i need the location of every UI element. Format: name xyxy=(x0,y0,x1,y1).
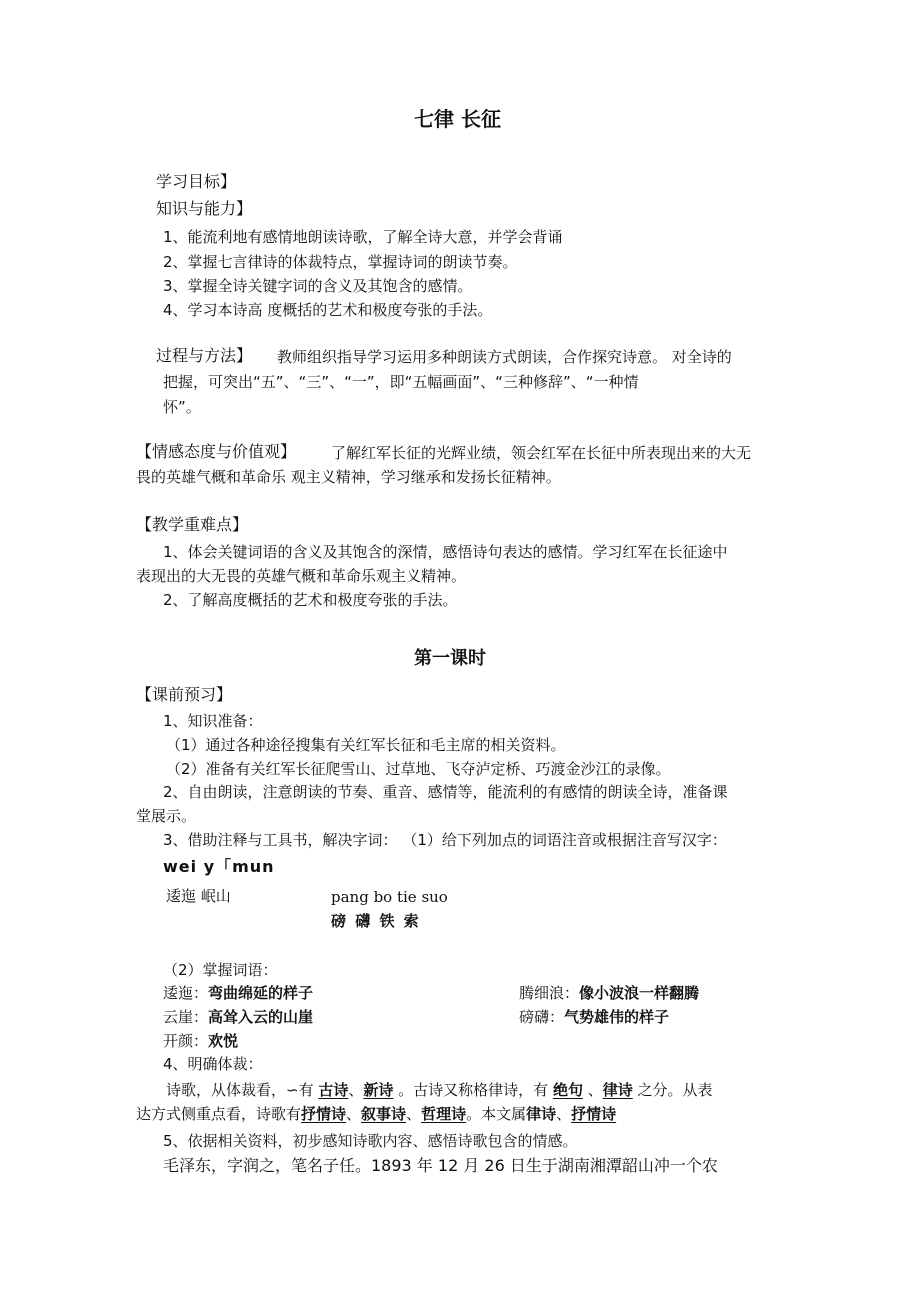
key-point-line: 表现出的大无畏的英雄气概和革命乐观主义精神。 xyxy=(136,567,467,585)
vocab-meaning: 弯曲绵延的样子 xyxy=(208,984,314,1002)
vocab-term: 磅礴： xyxy=(519,1008,565,1026)
genre-answer: 抒情诗 xyxy=(301,1105,347,1123)
emotion-line: 了解红军长征的光辉业绩，领会红军在长征中所表现出来的大无 xyxy=(331,444,752,462)
knowledge-item: 2、掌握七言律诗的体裁特点，掌握诗词的朗读节奏。 xyxy=(163,253,518,271)
preview-item: 1、知识准备： xyxy=(163,712,263,730)
genre-text: 、 xyxy=(348,1081,364,1099)
preview-heading: 【课前预习】 xyxy=(136,685,233,704)
genre-text: 。本文属 xyxy=(466,1105,527,1123)
emotion-heading: 【情感态度与价值观】 xyxy=(136,442,297,461)
word-line: 逶迤 岷山 xyxy=(166,887,231,905)
genre-line-2 xyxy=(136,1104,616,1124)
genre-text: 、 xyxy=(582,1081,603,1099)
vocab-term: 开颜： xyxy=(163,1032,209,1050)
vocab-term: 云崖： xyxy=(163,1008,209,1026)
genre-text: 达方式侧重点看，诗歌有 xyxy=(136,1105,302,1123)
genre-text: 、 xyxy=(556,1105,572,1123)
word-line: 磅 礴 铁 索 xyxy=(331,912,419,930)
preview-item: 3、借助注释与工具书，解决字词： （1）给下列加点的词语注音或根据注音写汉字： xyxy=(163,831,727,849)
genre-answer: 哲理诗 xyxy=(421,1105,467,1123)
vocab-term: 腾细浪： xyxy=(519,984,580,1002)
pinyin-line: wei y「mun xyxy=(163,857,275,876)
vocab-meaning: 欢悦 xyxy=(208,1032,239,1050)
process-line: 把握，可突出“五”、“三”、“一”，即“五幅画面”、“三种修辞”、“一种情 xyxy=(163,373,639,391)
knowledge-heading: 知识与能力】 xyxy=(156,199,253,218)
key-point-line: 1、体会关键词语的含义及其饱含的深情，感悟诗句表达的感情。学习红军在长征途中 xyxy=(163,543,728,561)
process-line: 教师组织指导学习运用多种朗读方式朗读，合作探究诗意。 对全诗的 xyxy=(277,348,732,366)
key-point-line: 2、了解高度概括的艺术和极度夸张的手法。 xyxy=(163,591,458,609)
emotion-line: 畏的英雄气概和革命乐 观主义精神，学习继承和发扬长征精神。 xyxy=(136,468,561,486)
key-points-heading: 【教学重难点】 xyxy=(136,515,249,534)
bio-line: 毛泽东，字润之，笔名子任。1893 年 12 月 26 日生于湖南湘潭韶山冲一个农 xyxy=(163,1156,718,1175)
vocab-entry xyxy=(519,1007,669,1027)
preview-item: 堂展示。 xyxy=(136,807,197,825)
vocab-entry xyxy=(163,1007,313,1027)
genre-answer: 新诗 xyxy=(363,1081,394,1099)
lesson-title: 第一课时 xyxy=(414,648,486,669)
process-line: 怀”。 xyxy=(163,398,201,416)
objectives-heading: 学习目标】 xyxy=(156,172,237,191)
vocab-entry xyxy=(519,983,699,1003)
preview-item: 5、依据相关资料，初步感知诗歌内容、感悟诗歌包含的情感。 xyxy=(163,1132,578,1150)
vocab-entry xyxy=(163,1031,238,1051)
preview-subitem: （1）通过各种途径搜集有关红军长征和毛主席的相关资料。 xyxy=(166,736,566,754)
vocab-entry xyxy=(163,983,313,1003)
knowledge-item: 4、学习本诗高 度概括的艺术和极度夸张的手法。 xyxy=(163,301,493,319)
genre-heading: 4、明确体裁： xyxy=(163,1055,263,1073)
genre-text: 、 xyxy=(406,1105,422,1123)
genre-answer: 绝句 xyxy=(552,1081,583,1099)
pinyin-line: pang bo tie suo xyxy=(331,888,448,906)
process-heading: 过程与方法】 xyxy=(156,346,253,365)
genre-answer: 律诗 xyxy=(602,1081,633,1099)
genre-answer: 抒情诗 xyxy=(571,1105,617,1123)
knowledge-item: 1、能流利地有感情地朗读诗歌，了解全诗大意，并学会背诵 xyxy=(163,228,563,246)
genre-answer: 叙事诗 xyxy=(361,1105,407,1123)
vocab-meaning: 气势雄伟的样子 xyxy=(564,1008,670,1026)
genre-text: 诗歌，从体裁看，∽有 xyxy=(166,1081,319,1099)
genre-text: 之分。从表 xyxy=(632,1081,713,1099)
genre-text: 。古诗又称格律诗，有 xyxy=(393,1081,553,1099)
genre-text: 、 xyxy=(346,1105,362,1123)
vocab-heading: （2）掌握词语： xyxy=(163,961,278,979)
preview-subitem: （2）准备有关红军长征爬雪山、过草地、飞夺泸定桥、巧渡金沙江的录像。 xyxy=(166,760,671,778)
knowledge-item: 3、掌握全诗关键字词的含义及其饱含的感情。 xyxy=(163,277,473,295)
vocab-meaning: 像小波浪一样翻腾 xyxy=(579,984,700,1002)
vocab-meaning: 高耸入云的山崖 xyxy=(208,1008,314,1026)
page-title: 七律 长征 xyxy=(414,107,501,131)
genre-line-1 xyxy=(166,1080,713,1100)
vocab-term: 逶迤： xyxy=(163,984,209,1002)
genre-answer: 律诗 xyxy=(526,1105,557,1123)
preview-item: 2、自由朗读，注意朗读的节奏、重音、感情等，能流利的有感情的朗读全诗，准备课 xyxy=(163,783,728,801)
genre-answer: 古诗 xyxy=(318,1081,349,1099)
